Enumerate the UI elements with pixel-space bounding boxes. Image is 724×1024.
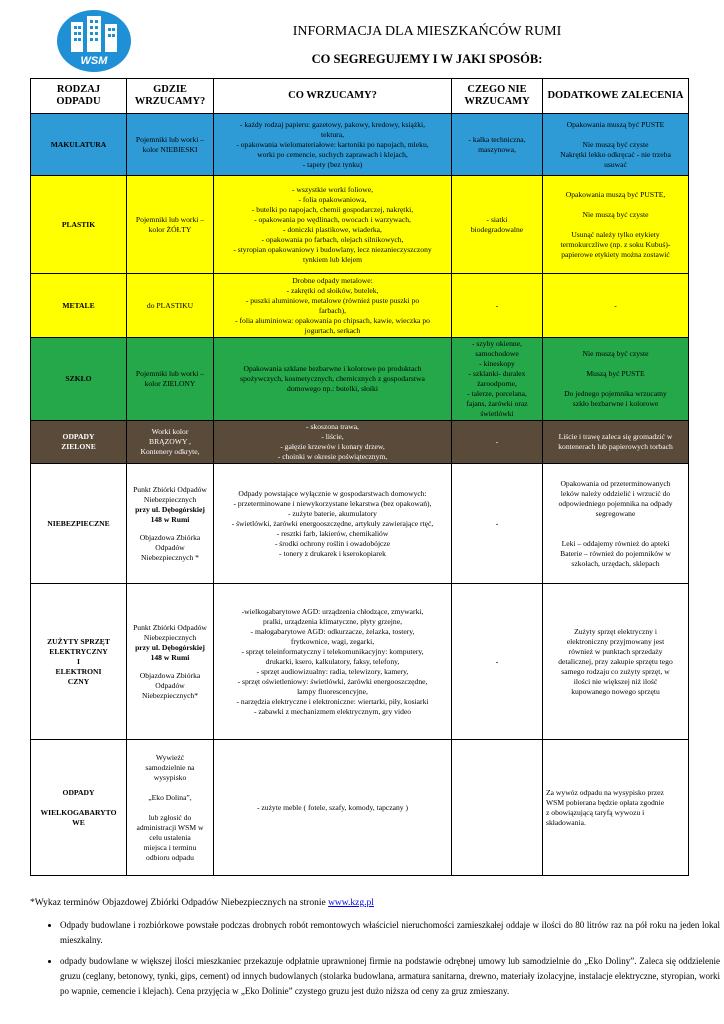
logo-building-center [87, 16, 101, 52]
wsm-logo [55, 8, 133, 74]
where-bottom: Objazdowa Zbiórka Odpadów Niebezpiecznych* [139, 670, 201, 700]
what-cell: Odpady powstające wyłącznie w gospodarstwach domowych: - przeterminowane i niewykorzystane lekarstwa (bez opakowań), - zużyte baterie, akumulatory - świetlówki, żarówki energooszczędne, artykuły zawierające rtęć, - resztki farb, lakierów, chemikaliów - środki ochrony roślin i owadobójcze - tonery z drukarek i kserokopiarek [214, 464, 452, 584]
where-cell: do PLASTIKU [127, 274, 214, 338]
category-bulky: ODPADY WIELKOGABARYTO WE [31, 740, 127, 876]
not-cell: - [452, 421, 543, 464]
where-bottom: Objazdowa Zbiórka Odpadów Niebezpiecznych * [139, 532, 201, 562]
where-top: Punkt Zbiórki Odpadów Niebezpiecznych [133, 622, 207, 642]
category-green-waste: ODPADY ZIELONE [31, 421, 127, 464]
what-cell: - zużyte meble ( fotele, szafy, komody, tapczany ) [214, 740, 452, 876]
table-row [31, 421, 689, 464]
what-cell: - każdy rodzaj papieru: gazetowy, pakowy, kredowy, książki, tektura, - opakowania wielomateriałowe: kartoniki po napojach, mleku, worki po cemencie, suchych zaprawach i klejach, - tapety (bez tynku) [214, 114, 452, 176]
header-tips: DODATKOWE ZALECENIA [543, 79, 689, 114]
tips-cell: Zużyty sprzęt elektryczny i elektroniczny przyjmowany jest również w punktach sprzedaży detalicznej, przy zakupie sprzętu tego samego rodzaju co zużyty sprzęt, w ilości nie większej niż ilość kupowanego nowego sprzętu [543, 584, 689, 740]
table-row [31, 176, 689, 274]
footnote [30, 898, 374, 908]
category-plastic: PLASTIK [31, 176, 127, 274]
tips-cell: Liście i trawę zaleca się gromadzić w kontenerach lub papierowych torbach [543, 421, 689, 464]
category-paper: MAKULATURA [31, 114, 127, 176]
header-what: CO WRZUCAMY? [214, 79, 452, 114]
table-row [31, 740, 689, 876]
logo-text: WSM [80, 55, 108, 67]
where-cell: Pojemniki lub worki – kolor ZIELONY [127, 338, 214, 421]
table-row [31, 464, 689, 584]
category-hazardous: NIEBEZPIECZNE [31, 464, 127, 584]
where-address: przy ul. Dębogórskiej 148 w Rumi [135, 504, 205, 524]
header-category: RODZAJ ODPADU [31, 79, 127, 114]
table-row [31, 274, 689, 338]
waste-table [30, 78, 689, 876]
note-construction-large: • odpady budowlane w większej ilości mieszkaniec przekazuje odpłatnie uprawnionej firmie na podstawie odrębnej umowy lub samodzielnie do „Eko Doliny”. Zaleca się oddzielenie gruzu (ceglany, betonowy, tynki, gips, cement) od innych budowlanych (stolarka budowlana, armatura sanitarna, drewno, materiały izolacyjne, instalacje elektryczne, styropian, worki po wapnie, cemencie i klejach). Cena przyjęcia w „Eko Dolinie” czystego gruzu jest dużo niższa od ceny za gruz zmieszany. [60, 954, 720, 999]
category-electronics: ZUŻYTY SPRZĘT ELEKTRYCZNY I ELEKTRONI CZNY [31, 584, 127, 740]
what-cell: Opakowania szklane bezbarwne i kolorowe po produktach spożywczych, kosmetycznych, chemicznych z gospodarstwa domowego np.: butelki, słoiki [214, 338, 452, 421]
category-glass: SZKŁO [31, 338, 127, 421]
table-row [31, 114, 689, 176]
not-cell: - szyby okienne, samochodowe - kineskopy - szklanki- duralex żaroodporne, - talerze, porcelana, fajans, żarówki oraz świetlówki [452, 338, 543, 421]
not-cell: - siatki biodegradowalne [452, 176, 543, 274]
not-cell: - [452, 274, 543, 338]
where-top: Punkt Zbiórki Odpadów Niebezpiecznych [133, 484, 207, 504]
category-metal: METALE [31, 274, 127, 338]
what-cell: Drobne odpady metalowe: - zakrętki od słoików, butelek, - puszki aluminiowe, metalowe (również puste puszki po farbach), - folia aluminiowa: opakowania po chipsach, kawie, wieczka po jogurtach, serkach [214, 274, 452, 338]
table-header-row [31, 79, 689, 114]
tips-cell: Opakowania muszą być PUSTE, Nie muszą być czyste Usunąć należy tylko etykiety termokurczliwe (np. z soku Kubuś)- papierowe etykiety można zostawić [543, 176, 689, 274]
not-cell: - [452, 464, 543, 584]
where-cell: Pojemniki lub worki – kolor NIEBIESKI [127, 114, 214, 176]
not-cell: - kalka techniczna, maszynowa, [452, 114, 543, 176]
tips-cell: Nie muszą być czyste Muszą być PUSTE Do jednego pojemnika wrzucamy szkło bezbarwne i kolorowe [543, 338, 689, 421]
page-title: INFORMACJA DLA MIESZKAŃCÓW RUMI [292, 24, 562, 39]
tips-cell: Za wywóz odpadu na wysypisko przez WSM pobierana będzie opłata zgodnie z obowiązującą taryfą wywozu i składowania. [543, 740, 689, 876]
table-row [31, 584, 689, 740]
note-construction-small: • Odpady budowlane i rozbiórkowe powstałe podczas drobnych robót remontowych właściciel nieruchomości zamieszkałej oddaje w ilości do 80 litrów raz na pół roku na jeden lokal mieszkalny. [60, 918, 720, 948]
where-cell: Worki kolor BRĄZOWY , Kontenery odkryte, [127, 421, 214, 464]
table-row [31, 338, 689, 421]
where-cell [127, 464, 214, 584]
kzg-link[interactable]: www.kzg.pl [328, 898, 374, 908]
not-cell [452, 740, 543, 876]
where-cell: Wywieźć samodzielnie na wysypisko „Eko Dolina”, lub zgłosić do administracji WSM w celu ustalenia miejsca i terminu odbioru odpadu [127, 740, 214, 876]
where-address: przy ul. Dębogórskiej 148 w Rumi [135, 642, 205, 662]
what-cell: - skoszona trawa, - liście, - gałęzie krzewów i konary drzew, - choinki w okresie poświątecznym, [214, 421, 452, 464]
notes-list [30, 918, 720, 1005]
what-cell: - wszystkie worki foliowe, - folia opakowaniowa, - butelki po napojach, chemii gospodarczej, nakrętki, - opakowania po wędlinach, owocach i warzywach, - doniczki plastikowe, wiaderka, - opakowania po farbach, olejach silnikowych, - styropian opakowaniowy i budowlany, lecz niezanieczyszczony tynkiem lub klejem [214, 176, 452, 274]
tips-cell: Opakowania muszą być PUSTE Nie muszą być czyste Nakrętki lekko odkręcać - nie trzeba usuwać [543, 114, 689, 176]
where-cell: Pojemniki lub worki – kolor ŻÓŁTY [127, 176, 214, 274]
footnote-asterisk: * [30, 898, 35, 908]
tips-cell: Opakowania od przeterminowanych leków należy oddzielić i wrzucić do odpowiedniego pojemnika na odpady segregowane Leki – oddajemy również do apteki Baterie – również do pojemników w szkołach, urzędach, sklepach [543, 464, 689, 584]
what-cell: -wielkogabarytowe AGD: urządzenia chłodzące, zmywarki, pralki, urządzenia klimatyczne, płyty grzejne, - małogabarytowe AGD: odkurzacze, żelazka, tostery, frytkownice, wagi, zegarki, - sprzęt teleinformatyczny i telekomunikacyjny: komputery, drukarki, ksero, kalkulatory, faksy, telefony, - sprzęt audiowizualny: radia, telewizory, kamery, - sprzęt oświetleniowy: świetlówki, żarówki energooszczędne, lampy fluorescencyjne, - narzędzia elektryczne i elektroniczne: wiertarki, piły, kosiarki - zabawki z mechanizmem elektrycznym, gry video [214, 584, 452, 740]
header-where: GDZIE WRZUCAMY? [127, 79, 214, 114]
tips-cell: - [543, 274, 689, 338]
header-not: CZEGO NIE WRZUCAMY [452, 79, 543, 114]
footnote-text: Wykaz terminów Objazdowej Zbiórki Odpadów Niebezpiecznych na stronie [34, 898, 329, 908]
not-cell: - [452, 584, 543, 740]
where-cell [127, 584, 214, 740]
page-subtitle: CO SEGREGUJEMY I W JAKI SPOSÓB: [311, 52, 543, 66]
